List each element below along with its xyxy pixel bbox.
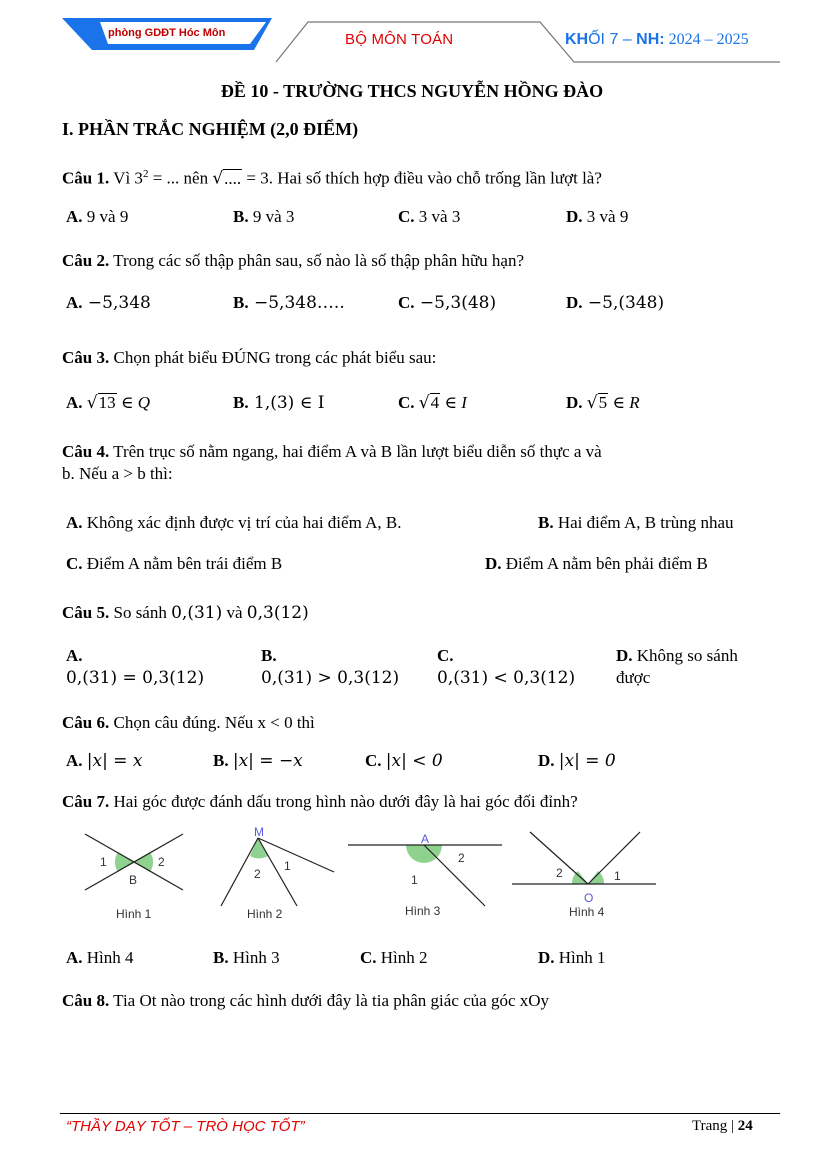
- q1-option-b[interactable]: [233, 207, 294, 227]
- question-text: Hai góc được đánh dấu trong hình nào dưới đây là hai góc đối đỉnh?: [109, 792, 578, 811]
- option-key: D.: [538, 948, 555, 967]
- fig3-label-2: 2: [458, 851, 465, 865]
- option-key: A.: [66, 293, 83, 312]
- question-text-line2: b. Nếu a > b thì:: [62, 464, 173, 483]
- option-key: C.: [398, 393, 415, 412]
- option-text-2: được: [616, 668, 651, 687]
- option-key: B.: [213, 751, 229, 770]
- option-expression: |x| = −x: [232, 751, 303, 771]
- option-expression: 0,(31) < 0,3(12): [437, 668, 576, 688]
- q4-option-c[interactable]: [66, 554, 282, 574]
- fig2-caption: Hình 2: [247, 907, 283, 921]
- question-1: [62, 163, 602, 190]
- option-key: A.: [66, 513, 83, 532]
- option-text: 9 và 3: [248, 207, 295, 226]
- q2-option-a[interactable]: [66, 293, 151, 313]
- fig2-point: M: [254, 825, 264, 839]
- fig3-caption: Hình 3: [405, 904, 441, 918]
- option-text: Điểm A nằm bên phải điểm B: [501, 554, 708, 573]
- q6-option-b[interactable]: [213, 751, 303, 771]
- footer-motto: “THẦY DẠY TỐT – TRÒ HỌC TỐT”: [66, 1118, 305, 1135]
- option-key: C.: [398, 207, 415, 226]
- school-year: 2024 – 2025: [664, 31, 749, 48]
- q5-option-b[interactable]: [261, 645, 399, 689]
- radical-sign: √: [86, 393, 98, 413]
- fig1-label-1: 1: [100, 855, 107, 869]
- question-text: Chọn câu đúng. Nếu x < 0 thì: [109, 713, 315, 732]
- q4-option-a[interactable]: [66, 513, 401, 533]
- question-6: [62, 712, 315, 734]
- option-key: A.: [66, 751, 83, 770]
- option-key: D.: [566, 207, 583, 226]
- option-text: Không so sánh: [632, 646, 738, 665]
- option-key: A.: [66, 393, 83, 412]
- page-number: [692, 1118, 753, 1135]
- q7-option-a[interactable]: [66, 948, 134, 968]
- option-key: A.: [66, 646, 83, 665]
- option-text: Hai điểm A, B trùng nhau: [553, 513, 734, 532]
- q1-text-a: Vì 3: [109, 168, 143, 188]
- q7-figures: [60, 820, 670, 930]
- option-text: Hình 3: [228, 948, 280, 967]
- option-text: −5,(348): [582, 293, 665, 313]
- question-label: Câu 7.: [62, 792, 110, 811]
- q5-option-d[interactable]: [616, 645, 738, 689]
- q6-option-c[interactable]: [365, 751, 443, 771]
- option-radicand: 5: [598, 393, 608, 412]
- option-key: A.: [66, 948, 83, 967]
- option-key: B.: [261, 646, 277, 665]
- option-key: C.: [66, 554, 83, 573]
- option-key: C.: [360, 948, 377, 967]
- option-key: B.: [233, 207, 249, 226]
- q1-option-a[interactable]: [66, 207, 128, 227]
- fig1-caption: Hình 1: [116, 907, 152, 921]
- option-text: −5,348: [82, 293, 151, 313]
- option-text: −5,3(48): [414, 293, 497, 313]
- q5-option-a[interactable]: [66, 645, 204, 689]
- radical-sign: √: [212, 168, 224, 189]
- option-text: Không xác định được vị trí của hai điểm A, B.: [82, 513, 402, 532]
- q6-option-d[interactable]: [538, 751, 616, 771]
- question-label: Câu 3.: [62, 348, 110, 367]
- option-key: B.: [233, 293, 249, 312]
- option-radicand: 13: [98, 393, 116, 412]
- option-key: B.: [233, 393, 249, 412]
- q1-option-d[interactable]: [566, 207, 628, 227]
- option-key: C.: [365, 751, 382, 770]
- q6-option-a[interactable]: [66, 751, 142, 771]
- option-key: B.: [538, 513, 554, 532]
- logo-text: phòng GDĐT Hóc Môn: [108, 27, 226, 39]
- radical-sign: √: [418, 393, 430, 413]
- option-text: 3 và 9: [582, 207, 629, 226]
- page-label: Trang |: [692, 1118, 738, 1134]
- page-header: [0, 0, 824, 72]
- q5-text-mid: và: [222, 603, 247, 622]
- option-key: D.: [485, 554, 502, 573]
- question-4: [62, 441, 602, 485]
- question-text: So sánh: [109, 603, 172, 622]
- question-label: Câu 5.: [62, 603, 110, 622]
- question-text: Trong các số thập phân sau, số nào là số thập phân hữu hạn?: [109, 251, 525, 270]
- option-expression: 0,(31) = 0,3(12): [66, 668, 205, 688]
- option-tail: ∈ I: [440, 393, 467, 412]
- subject-label: BỘ MÔN TOÁN: [345, 31, 454, 48]
- option-key: C.: [398, 293, 415, 312]
- figure-2: [221, 825, 334, 921]
- section-heading: I. PHẦN TRẮC NGHIỆM (2,0 ĐIỂM): [62, 119, 359, 139]
- question-8: [62, 990, 549, 1012]
- question-text: Tia Ot nào trong các hình dưới đây là tia phân giác của góc xOy: [109, 991, 550, 1010]
- fig3-point: A: [421, 832, 430, 846]
- q3-option-a[interactable]: [66, 393, 150, 413]
- option-text: Hình 2: [376, 948, 428, 967]
- q5-option-c[interactable]: [437, 645, 575, 689]
- q7-option-d[interactable]: [538, 948, 606, 968]
- q1-text-b: = ... nên: [148, 168, 213, 188]
- option-text: Hình 4: [82, 948, 134, 967]
- option-radicand: 4: [430, 393, 440, 412]
- fig4-label-2: 2: [556, 866, 563, 880]
- q1-text-c: = 3. Hai số thích hợp điều vào chỗ trống lần lượt là?: [242, 168, 602, 188]
- question-3: [62, 347, 436, 369]
- q3-option-d[interactable]: [566, 393, 640, 413]
- option-key: D.: [566, 293, 583, 312]
- q2-option-b[interactable]: [233, 293, 345, 313]
- grade-year-label: [565, 31, 749, 49]
- fig4-label-1: 1: [614, 869, 621, 883]
- figure-4: [512, 832, 656, 919]
- q1-option-c[interactable]: [398, 207, 460, 227]
- option-expression: |x| = x: [86, 751, 143, 771]
- question-label: Câu 1.: [62, 168, 110, 188]
- option-key: D.: [566, 393, 583, 412]
- q4-option-d[interactable]: [485, 554, 708, 574]
- q1-radicand: ....: [224, 168, 242, 188]
- fig4-point: O: [584, 891, 594, 905]
- option-key: B.: [213, 948, 229, 967]
- q7-option-b[interactable]: [213, 948, 280, 968]
- q4-option-b[interactable]: [538, 513, 734, 533]
- fig1-label-2: 2: [158, 855, 165, 869]
- option-key: D.: [538, 751, 555, 770]
- option-expression: 0,(31) > 0,3(12): [261, 668, 400, 688]
- q1-exponent: 2: [142, 168, 149, 180]
- question-text-line1: Trên trục số nằm ngang, hai điểm A và B lần lượt biểu diễn số thực a và: [109, 442, 602, 461]
- option-text: 9 và 9: [82, 207, 129, 226]
- question-label: Câu 8.: [62, 991, 110, 1010]
- option-key: A.: [66, 207, 83, 226]
- option-expression: |x| < 0: [385, 751, 443, 771]
- option-key: D.: [616, 646, 633, 665]
- fig2-label-1: 1: [284, 859, 291, 873]
- option-text: Hình 1: [554, 948, 606, 967]
- grade-nh: NH:: [636, 31, 665, 48]
- option-text: 1,(3) ∈ I: [248, 393, 325, 413]
- question-5: [62, 602, 309, 624]
- q7-option-c[interactable]: [360, 948, 428, 968]
- grade-kh: KH: [565, 31, 589, 48]
- page-num: 24: [737, 1118, 753, 1134]
- exam-title: ĐỀ 10 - TRƯỜNG THCS NGUYỄN HỒNG ĐÀO: [220, 81, 604, 101]
- question-label: Câu 2.: [62, 251, 110, 270]
- question-text: Chọn phát biểu ĐÚNG trong các phát biểu sau:: [109, 348, 437, 367]
- q2-option-c[interactable]: [398, 293, 496, 313]
- figure-3: [348, 832, 502, 918]
- fig4-caption: Hình 4: [569, 905, 605, 919]
- q3-option-b[interactable]: [233, 393, 324, 413]
- q5-number-2: 0,3(12): [246, 603, 309, 623]
- option-tail: ∈ Q: [116, 393, 150, 412]
- question-2: [62, 250, 524, 272]
- option-tail: ∈ R: [608, 393, 640, 412]
- q2-option-d[interactable]: [566, 293, 664, 313]
- fig3-label-1: 1: [411, 873, 418, 887]
- question-label: Câu 4.: [62, 442, 110, 461]
- q5-number-1: 0,(31): [171, 603, 223, 623]
- question-label: Câu 6.: [62, 713, 110, 732]
- question-7: [62, 791, 578, 813]
- option-text: 3 và 3: [414, 207, 461, 226]
- figure-1: [85, 834, 183, 921]
- option-text: −5,348…..: [248, 293, 345, 313]
- option-expression: |x| = 0: [558, 751, 616, 771]
- fig1-point: B: [129, 873, 138, 887]
- fig2-label-2: 2: [254, 867, 261, 881]
- q3-option-c[interactable]: [398, 393, 467, 413]
- option-text: Điểm A nằm bên trái điểm B: [82, 554, 283, 573]
- footer-divider: [60, 1113, 780, 1114]
- option-key: C.: [437, 646, 454, 665]
- grade-rest: ỐI 7 –: [588, 31, 637, 48]
- radical-sign: √: [586, 393, 598, 413]
